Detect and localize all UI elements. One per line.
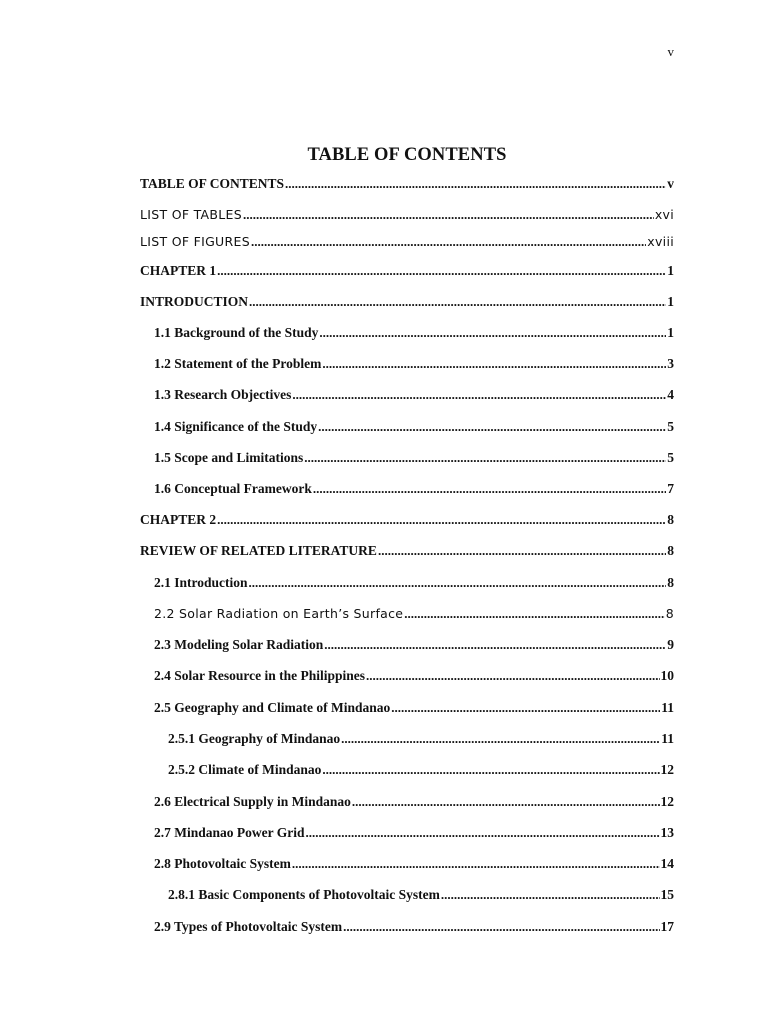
toc-entry-2-4[interactable] <box>154 666 674 686</box>
toc-entry-page: 13 <box>660 825 674 840</box>
toc-entry-label: 2.3 Modeling Solar Radiation <box>154 637 324 652</box>
dot-leader <box>217 510 666 530</box>
page-title: TABLE OF CONTENTS <box>307 145 507 165</box>
dot-leader <box>249 573 667 593</box>
toc-entry-label: 1.1 Background of the Study <box>154 325 319 340</box>
dot-leader <box>313 479 666 499</box>
toc-entry-label: 1.4 Significance of the Study <box>154 419 318 434</box>
toc-entry-label: 2.2 Solar Radiation on Earth’s Surface <box>154 606 404 621</box>
toc-entry-label: 2.4 Solar Resource in the Philippines <box>154 668 366 683</box>
dot-leader <box>324 635 666 655</box>
toc-entry-label: 2.9 Types of Photovoltaic System <box>154 919 343 934</box>
dot-leader <box>322 354 666 374</box>
toc-entry-1-3[interactable] <box>154 385 674 405</box>
toc-entry-label: LIST OF FIGURES <box>140 234 250 249</box>
toc-entry-1-2[interactable] <box>154 354 674 374</box>
dot-leader <box>319 323 666 343</box>
toc-entry-label: 2.5 Geography and Climate of Mindanao <box>154 700 391 715</box>
toc-entry-1-1[interactable] <box>154 323 674 343</box>
toc-entry-label: 1.5 Scope and Limitations <box>154 450 304 465</box>
toc-entry-page: 12 <box>660 762 674 777</box>
toc-entry-list-of-tables[interactable] <box>140 205 674 225</box>
dot-leader <box>306 823 660 843</box>
toc-entry-1-6[interactable] <box>154 479 674 499</box>
toc-entry-label: 2.1 Introduction <box>154 575 248 590</box>
dot-leader <box>366 666 659 686</box>
toc-entry-page: 17 <box>660 919 674 934</box>
toc-entry-page: 8 <box>667 543 674 558</box>
dot-leader <box>285 174 666 194</box>
toc-entry-label: 2.8 Photovoltaic System <box>154 856 291 871</box>
toc-entry-introduction[interactable] <box>140 292 674 312</box>
toc-entry-list-of-figures[interactable] <box>140 232 674 252</box>
toc-entry-label: 2.5.1 Geography of Mindanao <box>168 731 341 746</box>
toc-entry-page: 8 <box>667 575 674 590</box>
dot-leader <box>404 604 664 624</box>
toc-entry-1-5[interactable] <box>154 448 674 468</box>
toc-entry-page: 1 <box>667 294 674 309</box>
toc-entry-1-4[interactable] <box>154 417 674 437</box>
dot-leader <box>322 760 659 780</box>
toc-entry-page: 5 <box>667 419 674 434</box>
toc-entry-label: REVIEW OF RELATED LITERATURE <box>140 543 377 558</box>
toc-entry-label: CHAPTER 1 <box>140 263 217 278</box>
dot-leader <box>249 292 666 312</box>
toc-entry-page: 7 <box>667 481 674 496</box>
toc-entry-chapter-2[interactable] <box>140 510 674 530</box>
page-number: v <box>667 44 674 59</box>
dot-leader <box>243 205 654 225</box>
toc-entry-label: LIST OF TABLES <box>140 207 242 222</box>
toc-entry-page: 10 <box>660 668 674 683</box>
toc-entry-table-of-contents[interactable] <box>140 174 674 194</box>
toc-entry-2-7[interactable] <box>154 823 674 843</box>
toc-entry-page: 11 <box>661 700 674 715</box>
toc-entry-label: CHAPTER 2 <box>140 512 217 527</box>
dot-leader <box>352 792 660 812</box>
dot-leader <box>318 417 666 437</box>
toc-entry-label: 1.6 Conceptual Framework <box>154 481 312 496</box>
dot-leader <box>304 448 666 468</box>
toc-entry-page: 1 <box>667 263 674 278</box>
dot-leader <box>441 885 660 905</box>
dot-leader <box>343 917 659 937</box>
toc-entry-2-5[interactable] <box>154 698 674 718</box>
toc-entry-page: 4 <box>667 387 674 402</box>
toc-entry-page: 5 <box>667 450 674 465</box>
toc-entry-2-9[interactable] <box>154 917 674 937</box>
toc-entry-label: TABLE OF CONTENTS <box>140 176 285 191</box>
toc-entry-2-2[interactable] <box>154 604 674 624</box>
toc-entry-page: 3 <box>667 356 674 371</box>
dot-leader <box>341 729 660 749</box>
toc-entry-page: 8 <box>665 606 674 621</box>
toc-entry-2-3[interactable] <box>154 635 674 655</box>
toc-entry-page: xviii <box>647 234 674 249</box>
toc-entry-page: v <box>667 176 674 191</box>
toc-entry-page: 11 <box>661 731 674 746</box>
dot-leader <box>251 232 646 252</box>
toc-entry-page: 15 <box>660 887 674 902</box>
toc-entry-page: 1 <box>667 325 674 340</box>
toc-entry-label: 2.7 Mindanao Power Grid <box>154 825 305 840</box>
toc-entry-label: INTRODUCTION <box>140 294 249 309</box>
toc-entry-page: 8 <box>667 512 674 527</box>
toc-entry-label: 1.3 Research Objectives <box>154 387 292 402</box>
toc-entry-label: 2.8.1 Basic Components of Photovoltaic System <box>168 887 440 902</box>
toc-entry-2-5-1[interactable] <box>168 729 674 749</box>
toc-entry-2-8[interactable] <box>154 854 674 874</box>
toc-entry-label: 2.5.2 Climate of Mindanao <box>168 762 322 777</box>
dot-leader <box>292 385 666 405</box>
toc-entry-page: 12 <box>660 794 674 809</box>
dot-leader <box>217 261 666 281</box>
toc-entry-label: 1.2 Statement of the Problem <box>154 356 322 371</box>
toc-entry-page: 9 <box>667 637 674 652</box>
toc-entry-2-8-1[interactable] <box>168 885 674 905</box>
toc-entry-chapter-1[interactable] <box>140 261 674 281</box>
toc-entry-review-of-related-literature[interactable] <box>140 541 674 561</box>
toc-entry-label: 2.6 Electrical Supply in Mindanao <box>154 794 351 809</box>
dot-leader <box>292 854 660 874</box>
toc-entry-page: xvi <box>654 207 674 222</box>
toc-entry-2-5-2[interactable] <box>168 760 674 780</box>
dot-leader <box>378 541 666 561</box>
toc-entry-page: 14 <box>660 856 674 871</box>
toc-entry-2-6[interactable] <box>154 792 674 812</box>
dot-leader <box>391 698 660 718</box>
toc-entry-2-1[interactable] <box>154 573 674 593</box>
